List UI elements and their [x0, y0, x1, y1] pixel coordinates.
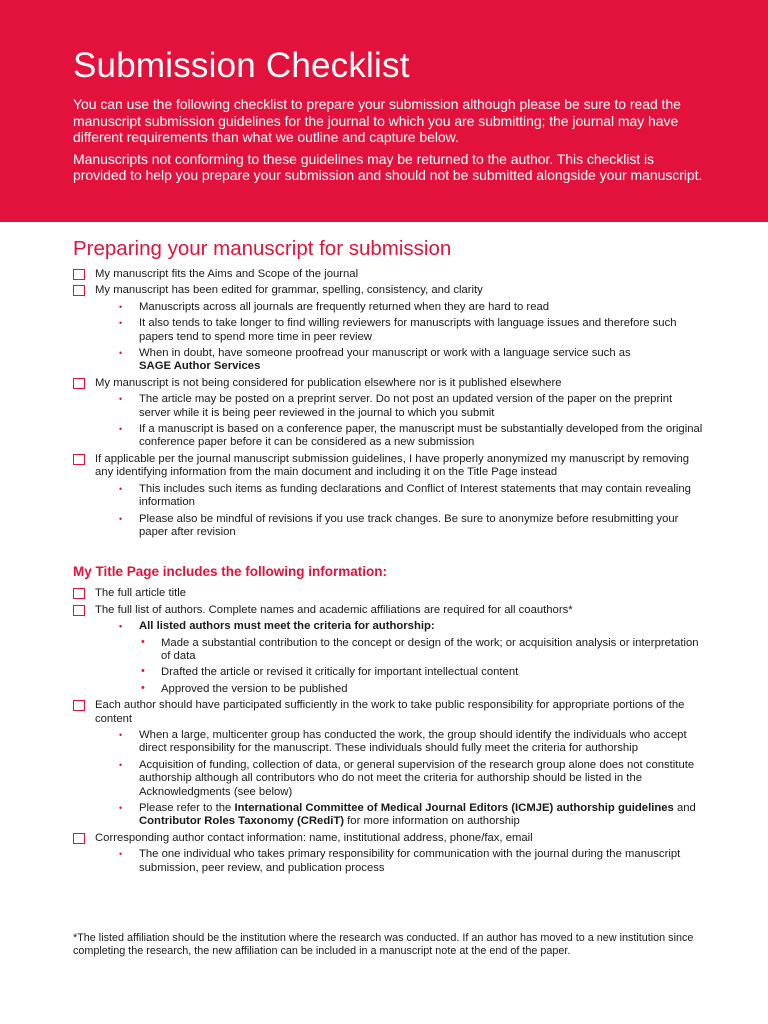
intro-paragraph-2: Manuscripts not conforming to these guidelines may be returned to the author. This checklist is provided to help you prepare your submission and should not be submitted alongside your manuscript.: [73, 150, 703, 183]
section-title-preparing: Preparing your manuscript for submission: [73, 237, 452, 260]
nested-bullet-item: • Made a substantial contribution to the concept or design of the work; or acquisition analysis or interpretation of data: [139, 637, 703, 664]
checklist-item: [73, 699, 703, 829]
nested-bullet-list: [139, 637, 703, 697]
checklist-item: [73, 832, 703, 875]
bullet-list: [117, 729, 703, 829]
checkbox[interactable]: [73, 269, 85, 280]
checklist-item: [73, 587, 703, 600]
checkbox[interactable]: [73, 378, 85, 389]
checklist-item-label: Corresponding author contact information: name, institutional address, phone/fax, email: [95, 831, 533, 844]
bullet-list: [117, 301, 703, 374]
bullet-text: All listed authors must meet the criteria for authorship:: [139, 620, 435, 633]
checklist-item: [73, 377, 703, 450]
checkbox[interactable]: [73, 605, 85, 616]
bullet-item: [117, 347, 703, 374]
checklist-item-label: My manuscript has been edited for grammar, spelling, consistency, and clarity: [95, 284, 483, 297]
bullet-item: • Manuscripts across all journals are frequently returned when they are hard to read: [117, 301, 703, 314]
bullet-item: [117, 620, 703, 633]
bullet-list: [117, 483, 703, 540]
checklist-item-label: The full list of authors. Complete names and academic affiliations are required for all coauthors*: [95, 603, 573, 616]
checkbox[interactable]: [73, 833, 85, 844]
checklist-item-label: If applicable per the journal manuscript submission guidelines, I have properly anonymized my manuscript by removing any identifying information from the main document and including it on the Title Page instead: [95, 452, 690, 479]
bullet-item: • It also tends to take longer to find willing reviewers for manuscripts with language issues and therefore such papers tend to spend more time in peer review: [117, 317, 703, 344]
bullet-text: When in doubt, have someone proofread your manuscript or work with a language service such as: [139, 347, 631, 360]
credit-taxonomy-link[interactable]: Contributor Roles Taxonomy (CRediT): [139, 815, 345, 828]
footnote: *The listed affiliation should be the institution where the research was conducted. If an author has moved to a new institution since completing the research, the new affiliation can be included in a manuscript note at the end of the paper.: [73, 932, 694, 957]
checklist-item-label: The full article title: [95, 587, 187, 600]
bullet-item: • Acquisition of funding, collection of data, or general supervision of the research group alone does not constitute authorship although all contributors who do not meet the criteria for authorship should be listed in the Acknowledgments (see below): [117, 759, 703, 799]
bullet-list: [117, 620, 703, 633]
bullet-text: Please refer to the: [139, 802, 232, 814]
nested-bullet-item: • Drafted the article or revised it critically for important intellectual content: [139, 666, 703, 679]
bullet-item: • If a manuscript is based on a conference paper, the manuscript must be substantially developed from the original conference paper before it can be considered as a new submission: [117, 423, 703, 450]
checklist-item-label: Each author should have participated sufficiently in the work to take public responsibility for appropriate portions of the content: [95, 699, 685, 725]
subheading-title-page: My Title Page includes the following information:: [73, 564, 388, 580]
bullet-item: • When a large, multicenter group has conducted the work, the group should identify the individuals who accept direct responsibility for the manuscript. These individuals should fully meet the criteria for authorship: [117, 729, 703, 756]
checklist-item: [73, 284, 703, 373]
icmje-guidelines-link[interactable]: International Committee of Medical Journal Editors (ICMJE) authorship guidelines: [234, 802, 674, 814]
bullet-item: • The one individual who takes primary responsibility for communication with the journal during the manuscript submission, peer review, and publication process: [117, 848, 703, 875]
checklist-item: [73, 453, 703, 539]
checklist-item-label: My manuscript is not being considered for publication elsewhere nor is it published elsewhere: [95, 376, 562, 389]
checkbox[interactable]: [73, 454, 85, 465]
bullet-item: • Please also be mindful of revisions if you use track changes. Be sure to anonymize before resubmitting your paper after revision: [117, 513, 703, 540]
page-title: Submission Checklist: [73, 46, 410, 85]
sage-author-services-link[interactable]: SAGE Author Services: [139, 360, 261, 373]
checklist-content: [73, 236, 703, 878]
bullet-text: and: [676, 802, 696, 814]
bullet-item: [117, 802, 703, 829]
checkbox[interactable]: [73, 700, 85, 711]
bullet-list: [117, 848, 703, 875]
checklist-item: [73, 604, 703, 696]
bullet-list: [117, 393, 703, 450]
bullet-item: • This includes such items as funding declarations and Conflict of Interest statements that may contain revealing information: [117, 483, 703, 510]
checklist-item: [73, 268, 703, 281]
checklist-item-label: My manuscript fits the Aims and Scope of the journal: [95, 268, 359, 280]
intro-paragraph-1: You can use the following checklist to prepare your submission although please be sure to read the manuscript submission guidelines for the journal to which you are submitting; the journal may have different requirements than what we outline and capture below.: [73, 96, 681, 145]
header-banner: [0, 0, 768, 222]
bullet-text: for more information on authorship: [347, 815, 520, 828]
checkbox[interactable]: [73, 285, 85, 296]
nested-bullet-item: • Approved the version to be published: [139, 683, 703, 696]
checkbox[interactable]: [73, 588, 85, 599]
bullet-item: • The article may be posted on a preprint server. Do not post an updated version of the paper on the preprint server while it is being peer reviewed in the journal to which you submit: [117, 393, 703, 420]
